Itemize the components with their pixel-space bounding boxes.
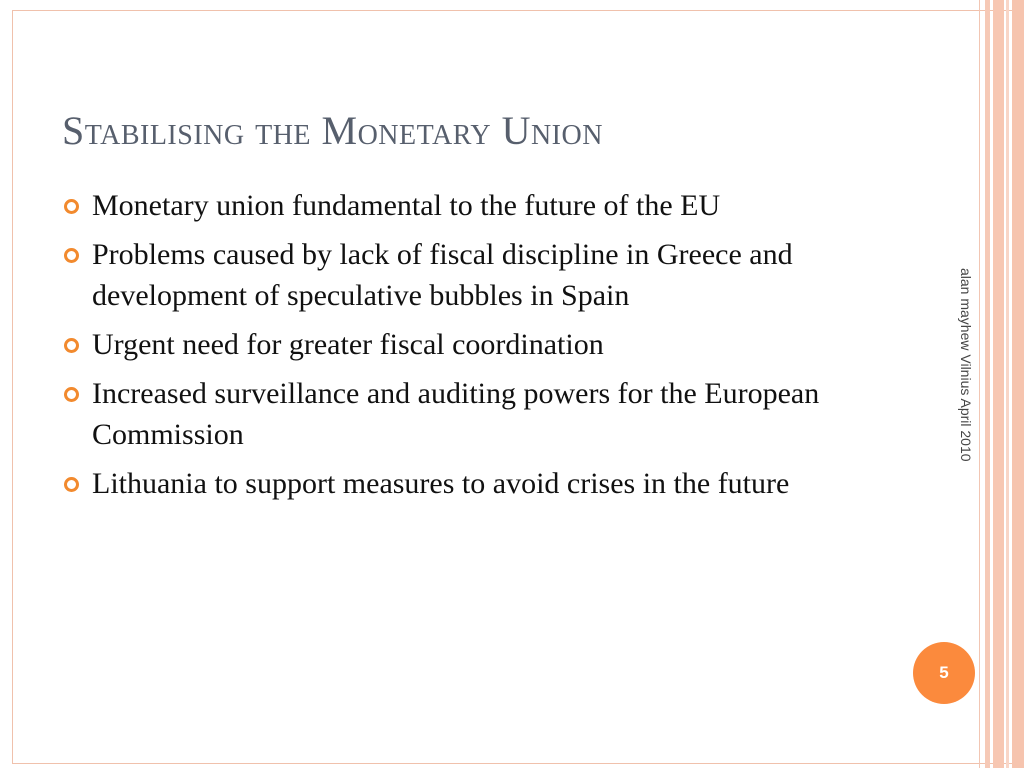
bullet-item <box>62 324 892 365</box>
decorative-stripe <box>985 0 990 768</box>
decorative-stripe <box>993 0 1004 768</box>
bullet-list <box>62 185 892 512</box>
slide-title: Stabilising the Monetary Union <box>62 108 603 153</box>
bullet-item <box>62 373 892 455</box>
bullet-icon <box>64 477 79 492</box>
page-number-badge: 5 <box>913 642 975 704</box>
bullet-item <box>62 185 892 226</box>
decorative-stripe <box>1012 0 1024 768</box>
bullet-item <box>62 234 892 316</box>
slide-footer: alan mayhew Vilnius April 2010 <box>958 268 974 462</box>
bullet-text: Urgent need for greater fiscal coordination <box>92 328 604 361</box>
bullet-icon <box>64 248 79 263</box>
decorative-stripe <box>1006 0 1009 768</box>
bullet-icon <box>64 199 79 214</box>
bullet-text: Increased surveillance and auditing powers for the European Commission <box>92 377 820 451</box>
bullet-text: Monetary union fundamental to the future of the EU <box>92 189 721 222</box>
bullet-item <box>62 463 892 504</box>
bullet-icon <box>64 338 79 353</box>
bullet-text: Lithuania to support measures to avoid crises in the future <box>92 467 790 500</box>
bullet-icon <box>64 387 79 402</box>
bullet-text: Problems caused by lack of fiscal discipline in Greece and development of speculative bubbles in Spain <box>92 238 793 312</box>
decorative-stripe <box>979 0 980 768</box>
